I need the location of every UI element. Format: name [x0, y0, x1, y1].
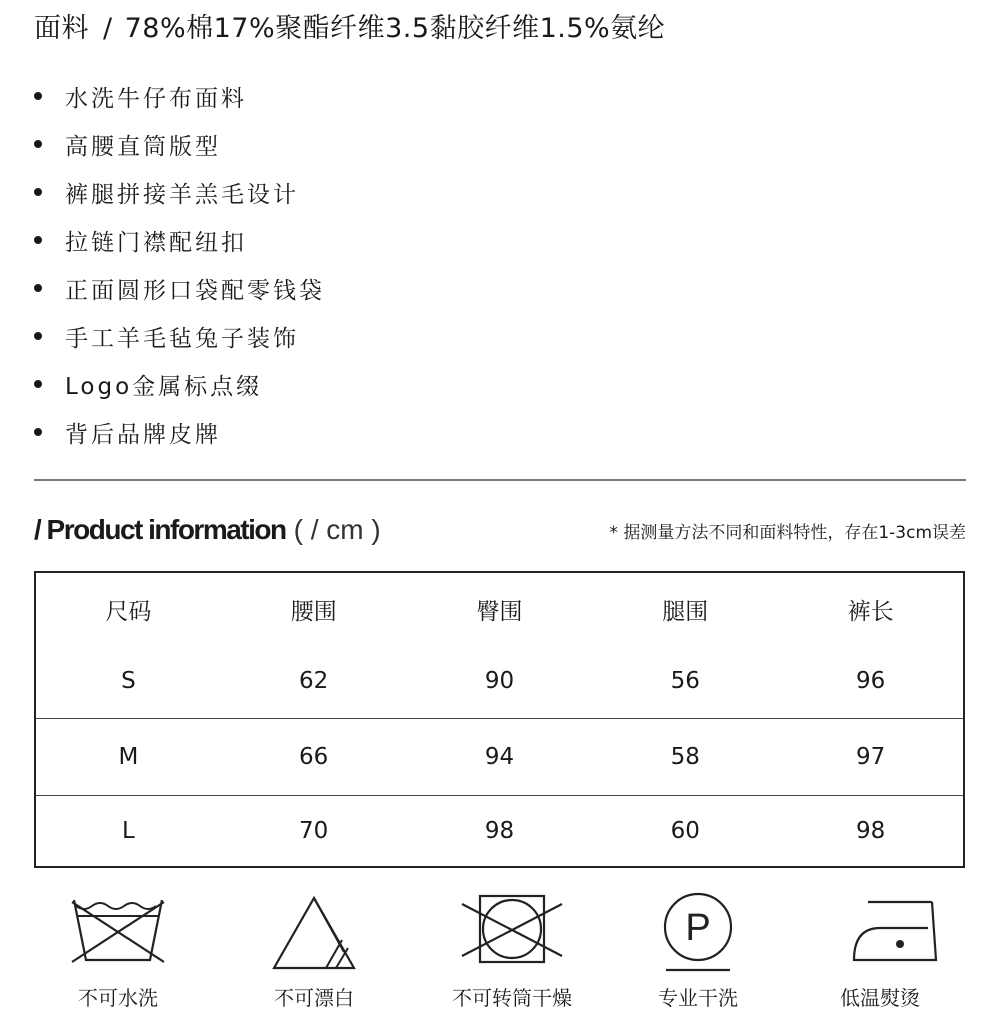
- table-cell: 62: [299, 668, 329, 695]
- care-label: 不可水洗: [78, 986, 158, 1010]
- care-item-low-temperature-iron: [800, 890, 960, 1010]
- table-row: [35, 645, 964, 718]
- fabric-separator: /: [103, 13, 113, 44]
- bullet-icon: [34, 236, 42, 244]
- feature-text: 手工羊毛毡兔子装饰: [65, 325, 299, 352]
- table-cell: L: [121, 817, 135, 844]
- table-cell: 98: [855, 817, 886, 844]
- bullet-icon: [34, 140, 42, 148]
- size-table: [34, 571, 965, 868]
- feature-list: [34, 72, 325, 456]
- care-label: 低温熨烫: [840, 986, 920, 1010]
- feature-text: 裤腿拼接羊羔毛设计: [65, 181, 299, 208]
- bullet-icon: [34, 284, 42, 292]
- bullet-icon: [34, 428, 42, 436]
- feature-text: 背后品牌皮牌: [65, 421, 221, 448]
- no-bleach-icon: [254, 890, 374, 980]
- feature-text: 拉链门襟配纽扣: [65, 229, 247, 256]
- feature-text: 水洗牛仔布面料: [65, 85, 247, 112]
- no-washing-icon: [58, 890, 178, 980]
- table-cell: 60: [670, 817, 700, 844]
- table-header-cell: 尺码: [105, 598, 152, 625]
- table-cell: 56: [670, 668, 700, 695]
- list-item: [34, 312, 325, 360]
- table-cell: 97: [855, 743, 886, 770]
- measurement-note: * 据测量方法不同和面料特性，存在1-3cm误差: [609, 523, 966, 543]
- list-item: [34, 72, 325, 120]
- care-label: 不可漂白: [274, 986, 354, 1010]
- list-item: [34, 168, 325, 216]
- table-cell: 58: [670, 743, 700, 770]
- section-divider: [34, 479, 966, 481]
- table-header-cell: 裤长: [847, 598, 894, 625]
- fabric-value: 78%棉17%聚酯纤维3.5黏胶纤维1.5%氨纶: [124, 13, 666, 44]
- list-item: [34, 120, 325, 168]
- table-cell: S: [121, 668, 136, 695]
- table-cell: M: [118, 743, 139, 770]
- care-label: 专业干洗: [658, 986, 738, 1010]
- table-header-cell: 臀围: [476, 598, 523, 625]
- feature-text: 正面圆形口袋配零钱袋: [65, 277, 325, 304]
- list-item: [34, 216, 325, 264]
- product-info-title: / Product information: [34, 514, 286, 545]
- bullet-icon: [34, 380, 42, 388]
- list-item: [34, 360, 325, 408]
- care-label: 不可转筒干燥: [452, 986, 572, 1010]
- table-cell: 98: [484, 817, 515, 844]
- care-item-no-washing: [38, 890, 198, 1010]
- table-cell: 66: [299, 743, 329, 770]
- no-tumble-dry-icon: [452, 890, 572, 980]
- table-cell: 90: [484, 668, 515, 695]
- product-info-heading: [34, 510, 381, 550]
- bullet-icon: [34, 188, 42, 196]
- table-row: [35, 795, 964, 867]
- care-instructions: [0, 890, 1000, 1010]
- table-cell: 94: [484, 743, 515, 770]
- feature-text: Logo金属标点缀: [65, 373, 263, 400]
- table-row: [35, 718, 964, 795]
- table-cell: 96: [855, 668, 886, 695]
- bullet-icon: [34, 332, 42, 340]
- list-item: [34, 408, 325, 456]
- care-item-no-tumble-dry: [432, 890, 592, 1010]
- professional-dry-clean-icon: [638, 890, 758, 980]
- product-info-unit: ( / cm ): [293, 514, 381, 545]
- bullet-icon: [34, 92, 42, 100]
- care-item-no-bleach: [234, 890, 394, 1010]
- care-item-professional-dry-clean: [618, 890, 778, 1010]
- table-cell: 70: [299, 817, 329, 844]
- list-item: [34, 264, 325, 312]
- fabric-composition: [34, 6, 665, 45]
- table-header-cell: 腰围: [290, 598, 337, 625]
- feature-text: 高腰直筒版型: [65, 133, 221, 160]
- table-header-cell: 腿围: [662, 598, 709, 625]
- svg-text:P: P: [685, 907, 711, 949]
- low-temperature-iron-icon: [820, 890, 940, 980]
- table-header-row: [35, 572, 964, 645]
- fabric-label: 面料: [34, 13, 89, 44]
